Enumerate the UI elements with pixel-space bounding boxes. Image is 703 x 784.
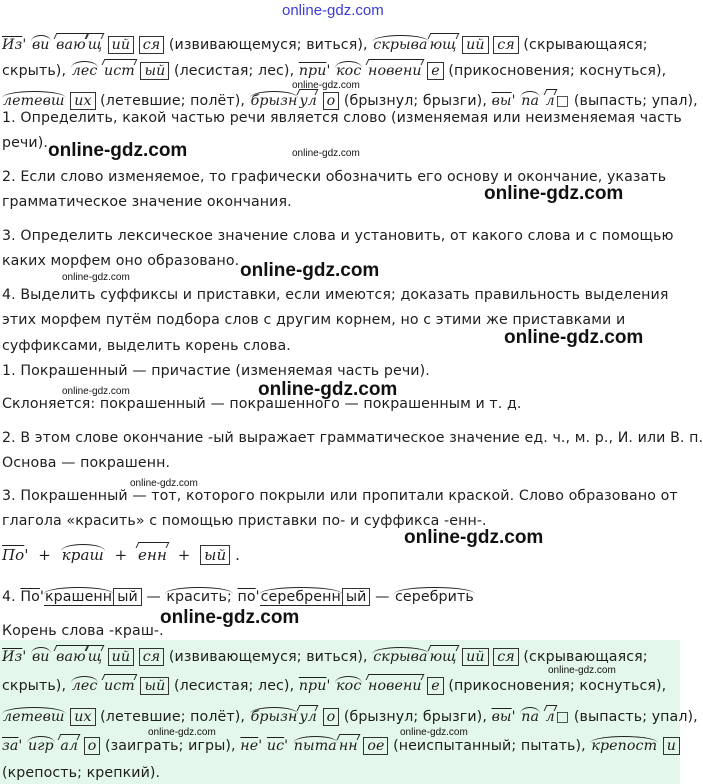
gloss: (скрывающаяся; bbox=[523, 649, 648, 665]
morph-word: не' ис' пыта нн ое bbox=[240, 736, 388, 755]
morph-word: за' игр ал о bbox=[2, 736, 100, 755]
watermark-top: online-gdz.com bbox=[282, 2, 384, 19]
gloss: (выпасть; упал), bbox=[573, 93, 698, 109]
instruction-2-cont: грамматическое значение окончания. bbox=[2, 194, 292, 210]
watermark-small: online-gdz.com bbox=[148, 727, 216, 738]
answer-3: 3. Покрашенный — тот, которого покрыли или пропитали краской. Слово образовано от bbox=[2, 488, 678, 504]
watermark-large: online-gdz.com bbox=[160, 607, 300, 628]
gloss: скрыть), bbox=[2, 678, 67, 694]
morph-word: при' кос новени е bbox=[299, 61, 444, 80]
gloss: (извивающемуся; виться), bbox=[168, 37, 368, 53]
watermark-small: online-gdz.com bbox=[400, 727, 468, 738]
instruction-1-cont: речи). bbox=[2, 135, 48, 151]
morph-word: Из' ви ваю щ ий ся bbox=[2, 35, 164, 54]
watermark-small: online-gdz.com bbox=[292, 80, 360, 91]
instruction-4-cont: этих морфем путём подбора слов с другим корнем, но с этими же приставками и bbox=[2, 312, 626, 328]
highlighted-examples bbox=[0, 640, 698, 784]
answer-1: 1. Покрашенный — причастие (изменяемая часть речи). bbox=[2, 363, 430, 379]
morph-word: вы' па л□ bbox=[491, 93, 570, 109]
morph-word: летевш их bbox=[2, 91, 96, 110]
morph-word: при' кос новени е bbox=[299, 676, 444, 695]
morpheme-formula: По' + краш + енн + ый . bbox=[2, 546, 240, 564]
watermark-small: online-gdz.com bbox=[62, 272, 130, 283]
watermark-large: online-gdz.com bbox=[504, 327, 644, 348]
gloss: (летевшие; полёт), bbox=[100, 709, 245, 725]
watermark-large: online-gdz.com bbox=[48, 140, 188, 161]
instruction-2: 2. Если слово изменяемое, то графически обозначить его основу и окончание, указать bbox=[2, 169, 667, 185]
watermark-large: online-gdz.com bbox=[258, 379, 398, 400]
gloss: (лесистая; лес), bbox=[174, 63, 295, 79]
watermark-small: online-gdz.com bbox=[130, 478, 198, 489]
example-line-3 bbox=[2, 92, 698, 110]
example-line-1 bbox=[2, 648, 648, 666]
instruction-4: 4. Выделить суффиксы и приставки, если имеются; доказать правильность выделения bbox=[2, 287, 669, 303]
watermark-large: online-gdz.com bbox=[404, 527, 544, 548]
morph-word: крепост и bbox=[590, 736, 680, 755]
instruction-1: 1. Определить, какой частью речи является слово (изменяемая или неизменяемая часть bbox=[2, 110, 682, 126]
morph-word: скрыва ющ ий ся bbox=[372, 647, 519, 666]
gloss: (летевшие; полёт), bbox=[100, 93, 245, 109]
answer-2: 2. В этом слове окончание -ый выражает грамматическое значение ед. ч., м. р., И. или В. п. bbox=[2, 430, 703, 446]
morph-word: лес ист ый bbox=[71, 61, 170, 80]
example-line-2 bbox=[2, 677, 666, 695]
watermark-small: online-gdz.com bbox=[62, 386, 130, 397]
answer-3-cont: глагола «красить» с помощью приставки по- и суффикса -енн-. bbox=[2, 513, 487, 529]
gloss: (прикосновения; коснуться), bbox=[448, 63, 667, 79]
morph-word: скрыва ющ ий ся bbox=[372, 35, 519, 54]
gloss: (лесистая; лес), bbox=[174, 678, 295, 694]
answer-1-declension: Склоняется: покрашенный — покрашенного — покрашенным и т. д. bbox=[2, 396, 522, 412]
watermark-small: online-gdz.com bbox=[292, 148, 360, 159]
morph-word: брызн ул о bbox=[250, 91, 340, 110]
morph-word: Из' ви ваю щ ий ся bbox=[2, 647, 164, 666]
example-line-5: (крепость; крепкий). bbox=[2, 765, 161, 781]
gloss: (брызнул; брызги), bbox=[343, 93, 487, 109]
watermark-small: online-gdz.com bbox=[548, 665, 616, 676]
gloss: (брызнул; брызги), bbox=[343, 709, 487, 725]
answer-2-stem: Основа — покрашенн. bbox=[2, 455, 171, 471]
example-line-1 bbox=[2, 36, 648, 54]
answer-root: Корень слова -краш-. bbox=[2, 623, 164, 639]
morph-word: вы' па л□ bbox=[491, 709, 570, 725]
gloss: (скрывающаяся; bbox=[523, 37, 648, 53]
morph-word: брызн ул о bbox=[250, 707, 340, 726]
gloss: (выпасть; упал), bbox=[573, 709, 698, 725]
example-line-4 bbox=[2, 737, 680, 755]
morph-word: лес ист ый bbox=[71, 676, 170, 695]
gloss: (неиспытанный; пытать), bbox=[393, 738, 586, 754]
gloss: (заиграть; игры), bbox=[104, 738, 236, 754]
morph-word: летевш их bbox=[2, 707, 96, 726]
instruction-3: 3. Определить лексическое значение слова и установить, от какого слова и с помощью bbox=[2, 228, 674, 244]
gloss: (прикосновения; коснуться), bbox=[448, 678, 667, 694]
gloss: скрыть), bbox=[2, 63, 67, 79]
watermark-large: online-gdz.com bbox=[484, 183, 624, 204]
example-line-3 bbox=[2, 708, 698, 726]
example-line-2 bbox=[2, 62, 666, 80]
watermark-large: online-gdz.com bbox=[240, 260, 380, 281]
instruction-4-cont2: суффиксами, выделить корень слова. bbox=[2, 338, 291, 354]
answer-4: 4. По'крашенн ый — красить; по'серебренн ый — серебрить bbox=[2, 589, 474, 605]
gloss: (извивающемуся; виться), bbox=[168, 649, 368, 665]
instruction-3-cont: каких морфем оно образовано. bbox=[2, 253, 240, 269]
